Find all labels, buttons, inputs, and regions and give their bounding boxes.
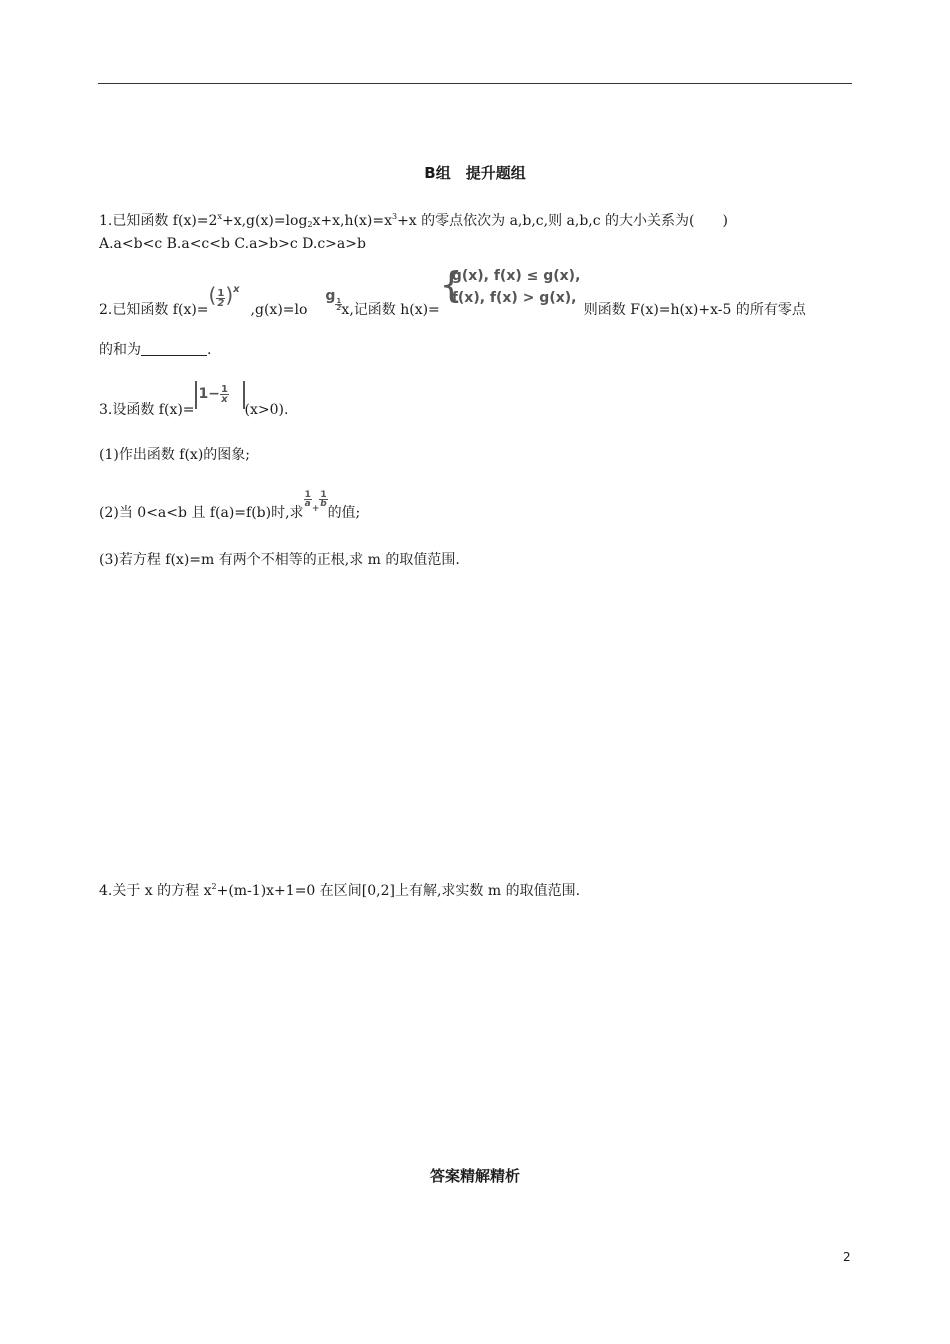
q3-part2-text-a: (2)当 0<a<b 且 f(a)=f(b)时,求: [99, 505, 304, 521]
q1-text-b: +x,g(x)=log: [221, 213, 308, 229]
q2-text-1: 2.已知函数 f(x)=: [99, 302, 209, 318]
q3-abs-one: 1−: [198, 386, 221, 402]
question-2-cont: [99, 340, 211, 360]
q2-text-5: 的和为: [99, 342, 141, 358]
q2-case-2: f(x), f(x) > g(x),: [451, 290, 577, 306]
q3-abs-num: 1: [221, 383, 228, 395]
q2-case-1: g(x), f(x) ≤ g(x),: [451, 268, 581, 284]
q2-text-2: ,g(x)=lo: [250, 302, 308, 318]
q2-g-sub-num: 1: [336, 297, 342, 305]
q3-f2-den: b: [320, 498, 327, 509]
question-1: [99, 207, 728, 235]
q3-abs-formula-image: [195, 381, 245, 409]
q3-f1-den: a: [304, 498, 311, 509]
q1-sub-b: 2: [307, 220, 313, 229]
q3-f2-num: 1: [320, 489, 327, 500]
q2-piecewise-image: { g(x), f(x) ≤ g(x), f(x), f(x) > g(x),: [439, 265, 581, 306]
answers-title: 答案精解精析: [429, 1167, 520, 1185]
q3-text-2: (x>0).: [244, 402, 289, 418]
q4-text-b: +(m-1)x+1=0 在区间[0,2]上有解,求实数 m 的取值范围.: [216, 883, 581, 899]
q3-sum-formula-image: [304, 489, 328, 519]
question-3-part-2: [99, 489, 361, 533]
section-title: B组 提升题组: [424, 164, 526, 182]
q2-text-4: 则函数 F(x)=h(x)+x-5 的所有零点: [583, 302, 806, 318]
question-3-part-1: (1)作出函数 f(x)的图象;: [99, 447, 250, 463]
q3-abs-den: x: [221, 393, 228, 405]
question-3: [99, 383, 289, 425]
q3-part2-text-b: 的值;: [327, 505, 361, 521]
q2-text-6: .: [207, 342, 212, 358]
question-3-part-3: (3)若方程 f(x)=m 有两个不相等的正根,求 m 的取值范围.: [99, 552, 460, 568]
question-2: [99, 265, 806, 320]
q3-f1-num: 1: [304, 489, 311, 500]
q2-g-letter: g: [325, 288, 336, 304]
q1-text-d: +x 的零点依次为 a,b,c,则 a,b,c 的大小关系为( ): [397, 213, 728, 229]
q1-sup-c: 3: [391, 212, 398, 221]
question-1-options: A.a<b<c B.a<c<b C.a>b>c D.c>a>b: [99, 236, 366, 252]
question-4: [99, 877, 580, 901]
page-number: 2: [843, 1250, 851, 1264]
q2-f-exp: x: [233, 284, 240, 295]
q2-g-formula-image: [325, 286, 342, 312]
q4-sup: 2: [211, 882, 217, 891]
q2-f-den: 2: [217, 297, 225, 309]
q2-text-3: x,记函数 h(x)=: [341, 302, 440, 318]
q3-plus: +: [311, 504, 320, 514]
header-rule: [98, 83, 852, 84]
q2-g-sub-den: 2: [336, 304, 342, 312]
q1-text-a: 1.已知函数 f(x)=2: [99, 213, 218, 229]
q4-text-a: 4.关于 x 的方程 x: [99, 883, 212, 899]
q3-text-1: 3.设函数 f(x)=: [99, 402, 195, 418]
q2-f-formula-image: ( $\frac{1}{2}$ )$^x$: [208, 283, 240, 309]
answer-blank[interactable]: [141, 341, 207, 356]
q1-text-c: x+x,h(x)=x: [312, 213, 392, 229]
q2-f-num: 1: [217, 287, 225, 299]
q1-sup-a: x: [217, 212, 222, 221]
